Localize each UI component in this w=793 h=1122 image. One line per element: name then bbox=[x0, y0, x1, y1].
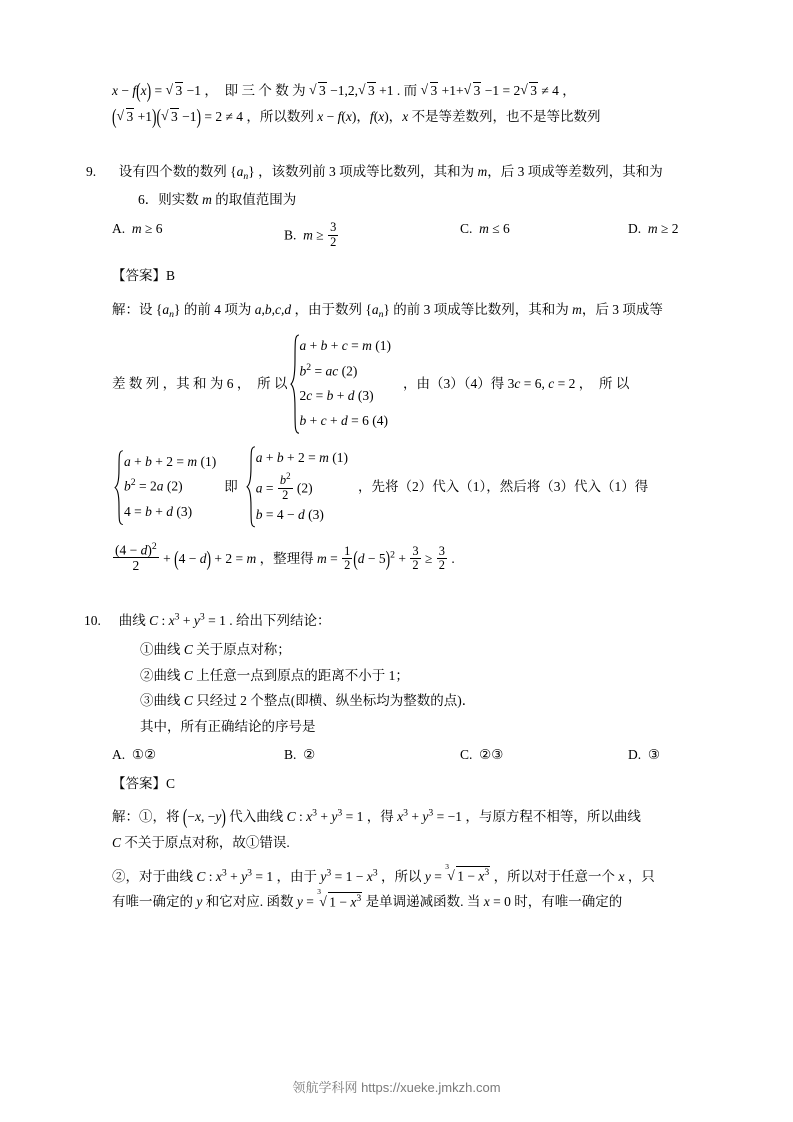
q10-option-b-label: B. bbox=[284, 746, 297, 762]
intro-line-1: x − f(x) = √ 3 −1 ， 即 三 个 数 为 √ 3 −1,2, √ 3 +1 . 而 √ 3 +1+ √ 3 −1 = 2 √ 3 ≠ 4 ， bbox=[112, 78, 681, 104]
q9-solution-system-2-row bbox=[112, 446, 681, 528]
q9-system-3: a + b + 2 = m (1) a = $\frac{b^2}{2}$ (2) b = 4 − d (3) bbox=[246, 446, 348, 528]
q10-option-a[interactable] bbox=[112, 747, 284, 763]
q9-option-a[interactable]: A. m ≥ 6 bbox=[112, 221, 163, 237]
q10-answer bbox=[112, 771, 681, 797]
q10-option-d-label: D. bbox=[628, 746, 642, 762]
q10-stem-tail: 其中，所有正确结论的序号是 bbox=[140, 719, 316, 735]
q10-option-c-label: C. bbox=[460, 746, 473, 762]
q10-solution-line-4: 有唯一确定的 y 和它对应. 函数 y = √ $1 - x^3$ 3 是单调递减函数. 当 x = 0 时，有唯一确定的 bbox=[112, 889, 681, 915]
q10-option-b-text: ② bbox=[303, 746, 316, 762]
q10-option-c[interactable] bbox=[460, 747, 628, 763]
intro-block bbox=[112, 78, 681, 129]
q9-sol-2-post: ，由（3）（4）得 3c = 6, c = 2 ， 所 以 bbox=[403, 376, 630, 392]
q10-solution-line-1: 解：①，将 (−x, −y) 代入曲线 C : $x^3 + y^3 = 1$ ，得 $x^3 + y^3 = -1$ ，与原方程不相等，所以曲线 bbox=[112, 805, 641, 829]
footer-watermark: 领航学科网 https://xueke.jmkzh.com bbox=[292, 1080, 501, 1095]
q9-option-d[interactable]: D. m ≥ 2 bbox=[628, 221, 679, 237]
q9-sol-3-post: ，先将（2）代入（1），然后将（3）代入（1）得 bbox=[357, 479, 649, 495]
q10-option-a-label: A. bbox=[112, 746, 126, 762]
q9-answer-value: B bbox=[166, 268, 176, 284]
q9-option-c[interactable]: C. m ≤ 6 bbox=[460, 221, 510, 237]
q10-item-3: ③曲线 C 只经过 2 个整点(即横、纵坐标均为整数的点)． bbox=[140, 693, 476, 709]
q10-option-d-text: ③ bbox=[647, 746, 660, 762]
q9-option-c-label: C. bbox=[460, 221, 473, 237]
q9-option-b-label: B. bbox=[284, 227, 297, 243]
question-9 bbox=[86, 159, 681, 574]
q10-option-c-text: ②③ bbox=[479, 746, 504, 762]
q9-sol-2-pre: 差 数 列 ，其 和 为 6 ， 所 以 bbox=[112, 376, 288, 392]
q9-system-1: a + b + c = m (1) $b^2$ = ac (2) 2c = b + d (3) b + c + d = 6 (4) bbox=[290, 334, 392, 434]
q9-sol-mid: 即 bbox=[224, 479, 238, 495]
question-10 bbox=[84, 608, 681, 915]
q9-stem-line-2: 6．则实数 m 的取值范围为 bbox=[138, 191, 297, 207]
q10-stem: 10. 曲线 C : $x^3 + y^3 = 1$ . 给出下列结论： bbox=[84, 611, 331, 628]
q10-answer-value: C bbox=[166, 775, 176, 791]
q9-option-a-label: A. bbox=[112, 221, 126, 237]
q10-option-d[interactable] bbox=[628, 747, 660, 763]
q9-solution-final: $\frac{(4 - d)^2}{2}$ + (4 − d) + 2 = m ，整理得 m = $\frac{1}{2}$ $(d - 5)^2$ + $\frac{3}{2}$ ≥ $\frac{3}{2}$ . bbox=[115, 540, 455, 574]
q10-options bbox=[112, 747, 681, 763]
q9-stem-line-1: 9. 设有四个数的数列 $\{a_n\}$ ，该数列前 3 项成等比数列，其和为 m，后 3 项成等差数列，其和为 bbox=[86, 164, 663, 183]
q9-option-b[interactable]: B. m ≥ $\frac{3}{2}$ bbox=[284, 220, 337, 250]
q9-options bbox=[112, 221, 681, 250]
q10-option-a-text: ①② bbox=[131, 746, 157, 762]
q9-answer-label: 【答案】 bbox=[112, 268, 166, 284]
q10-option-b[interactable] bbox=[284, 747, 460, 763]
intro-line-2: ( √ 3 +1)( √ 3 −1) = 2 ≠ 4 ，所以数列 x − f(x)，f(x)，x 不是等差数列，也不是等比数列 bbox=[112, 104, 681, 130]
q10-answer-label: 【答案】 bbox=[112, 775, 166, 791]
q9-solution-lead: 解： bbox=[112, 301, 139, 317]
q9-system-2: a + b + 2 = m (1) $b^2 = 2a$ (2) 4 = b + d (3) bbox=[114, 450, 216, 525]
q10-item-2: ②曲线 C 上任意一点到原点的距离不小于 1； bbox=[140, 667, 409, 683]
q10-solution-line-2: C 不关于原点对称，故①错误. bbox=[112, 835, 290, 851]
q9-option-d-label: D. bbox=[628, 221, 642, 237]
q10-solution-lead: 解： bbox=[112, 809, 139, 825]
q10-item-1: ①曲线 C 关于原点对称； bbox=[140, 642, 291, 658]
q9-answer bbox=[112, 263, 681, 289]
q9-solution-system-1-row bbox=[112, 334, 681, 434]
q9-solution-line-1: 解：设 $\{a_n\}$ 的前 4 项为 a,b,c,d ，由于数列 $\{a_n\}$ 的前 3 项成等比数列，其和为 m，后 3 项成等 bbox=[112, 301, 663, 320]
q10-solution-line-3: ②，对于曲线 C : $x^3 + y^3 = 1$ ，由于 $y^3 = 1 - x^3$ ，所以 y = √ $1 - x^3$ 3 ，所以对于任意一个 x ，只 bbox=[112, 864, 681, 890]
